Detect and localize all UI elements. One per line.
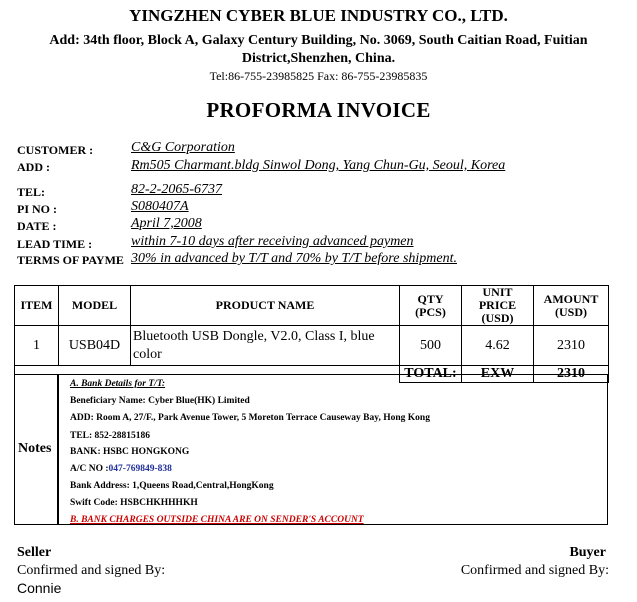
row-product: Bluetooth USB Dongle, V2.0, Class I, blue color xyxy=(131,326,400,366)
bank-name: BANK: HSBC HONGKONG xyxy=(70,447,190,457)
pi-number-label: PI NO : xyxy=(17,202,57,216)
row-price: 4.62 xyxy=(462,326,534,366)
address-line-1: Add: 34th floor, Block A, Galaxy Century Building, No. 3069, South Caitian Road, Fuitian xyxy=(49,33,588,48)
address-label: ADD : xyxy=(17,160,50,174)
buyer-label: Buyer xyxy=(569,545,606,560)
document-title: PROFORMA INVOICE xyxy=(206,98,431,122)
row-item: 1 xyxy=(15,326,59,366)
table-row xyxy=(15,326,609,366)
seller-confirmation: Confirmed and signed By: xyxy=(17,563,166,578)
company-address xyxy=(0,32,637,68)
company-contact: Tel:86-755-23985825 Fax: 86-755-23985835 xyxy=(209,69,428,83)
address-value: Rm505 Charmant.bldg Sinwol Dong, Yang Chun-Gu, Seoul, Korea xyxy=(131,158,506,173)
bank-add: ADD: Room A, 27/F., Park Avenue Tower, 5 Moreton Terrace Causeway Bay, Hong Kong xyxy=(70,413,430,423)
lead-time-label: LEAD TIME : xyxy=(17,237,93,251)
row-amount: 2310 xyxy=(534,326,609,366)
bank-charges-note: B. BANK CHARGES OUTSIDE CHINA ARE ON SENDER'S ACCOUNT xyxy=(70,515,364,525)
customer-label: CUSTOMER : xyxy=(17,143,94,157)
swift-code: Swift Code: HSBCHKHHHKH xyxy=(70,498,198,508)
col-amount-header: AMOUNT (USD) xyxy=(534,286,609,326)
payment-terms-value: 30% in advanced by T/T and 70% by T/T before shipment. xyxy=(131,251,457,266)
date-value: April 7,2008 xyxy=(131,216,202,231)
pi-number-value: S080407A xyxy=(131,199,189,214)
customer-value: C&G Corporation xyxy=(131,140,235,155)
lead-time-value: within 7-10 days after receiving advanced paymen xyxy=(131,234,414,249)
address-line-2: District,Shenzhen, China. xyxy=(241,51,396,66)
seller-label: Seller xyxy=(17,545,52,560)
company-name: YINGZHEN CYBER BLUE INDUSTRY CO., LTD. xyxy=(129,6,508,25)
date-label: DATE : xyxy=(17,219,57,233)
account-number: A/C NO :047-769849-838 xyxy=(70,464,172,474)
buyer-confirmation: Confirmed and signed By: xyxy=(460,563,609,578)
notes-label: Notes xyxy=(18,441,52,456)
payment-terms-label: TERMS OF PAYME xyxy=(17,253,124,267)
bank-address: Bank Address: 1,Queens Road,Central,HongKong xyxy=(70,481,274,491)
beneficiary: Beneficiary Name: Cyber Blue(HK) Limited xyxy=(70,396,250,406)
row-qty: 500 xyxy=(400,326,462,366)
total-amount: 2310 xyxy=(534,366,609,383)
col-product-header: PRODUCT NAME xyxy=(131,286,400,326)
bank-title: A. Bank Details for T/T: xyxy=(70,379,166,389)
total-term: EXW xyxy=(462,366,534,383)
col-qty-header: QTY (PCS) xyxy=(400,286,462,326)
bank-details xyxy=(57,374,608,525)
notes-label-cell xyxy=(14,374,58,525)
items-table xyxy=(14,285,609,383)
bank-tel: TEL: 852-28815186 xyxy=(70,431,150,441)
col-price-header: UNIT PRICE (USD) xyxy=(462,286,534,326)
col-item-header: ITEM xyxy=(15,286,59,326)
tel-value: 82-2-2065-6737 xyxy=(131,182,222,197)
col-model-header: MODEL xyxy=(59,286,131,326)
total-label: TOTAL: xyxy=(400,366,462,383)
seller-signer: Connie xyxy=(17,580,62,596)
row-model: USB04D xyxy=(59,326,131,366)
tel-label: TEL: xyxy=(17,185,46,199)
table-header-row xyxy=(15,286,609,326)
